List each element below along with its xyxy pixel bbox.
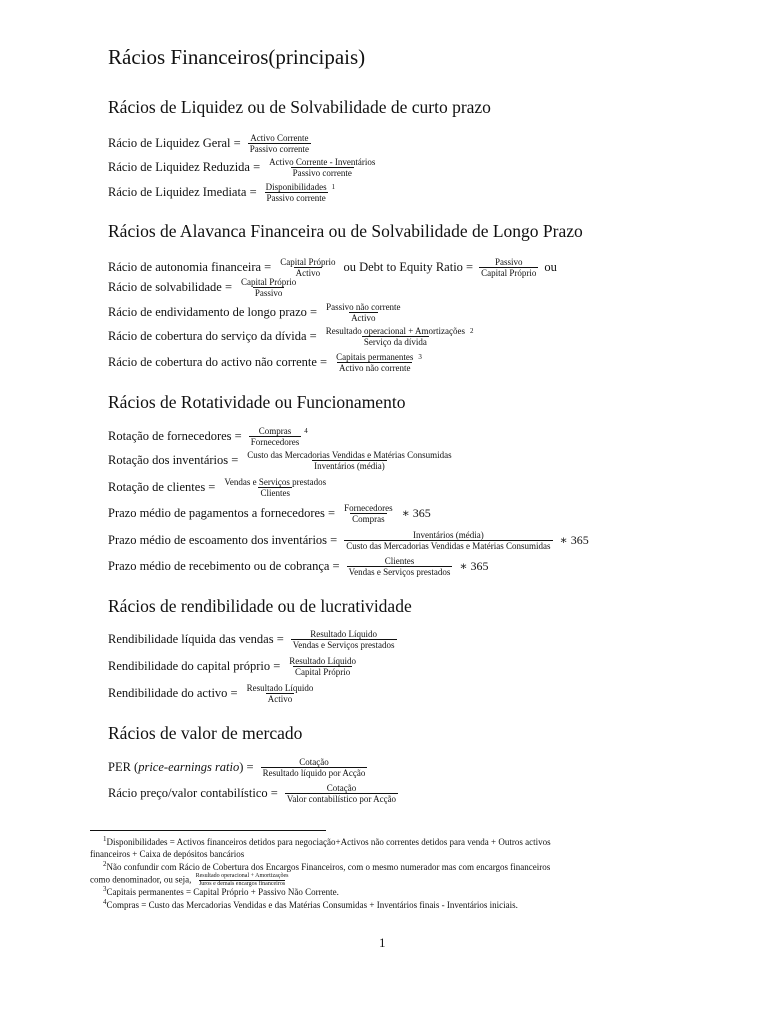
- formula-rendibilidade-vendas: [108, 629, 400, 650]
- multiplier: ∗ 365: [401, 506, 431, 520]
- formula-cobertura-divida: [108, 326, 474, 347]
- formula-label: Rotação de fornecedores =: [108, 429, 242, 443]
- denominator: Activo não corrente: [338, 363, 411, 373]
- denominator: Valor contabilístico por Acção: [286, 794, 397, 804]
- numerator: Capital Próprio: [280, 257, 336, 267]
- numerator: Activo Corrente - Inventários: [269, 157, 376, 167]
- section-heading-mercado: Rácios de valor de mercado: [108, 723, 303, 743]
- numerator: Custo das Mercadorias Vendidas e Matérias Consumidas: [247, 450, 452, 460]
- denominator: Resultado líquido por Acção: [262, 768, 366, 778]
- formula-rotacao-fornecedores: [108, 426, 308, 447]
- numerator: Capital Próprio: [241, 277, 297, 287]
- formula-label: Rácio de Liquidez Imediata =: [108, 185, 257, 199]
- formula-connector: ou Debt to Equity Ratio =: [343, 260, 474, 274]
- footnote-mark: 4: [304, 426, 308, 435]
- denominator: Passivo corrente: [266, 193, 326, 203]
- denominator: Passivo corrente: [292, 168, 352, 178]
- numerator: Clientes: [384, 556, 415, 566]
- fraction: [248, 133, 311, 154]
- formula-rotacao-inventarios: [108, 450, 457, 471]
- formula-label: Prazo médio de escoamento dos inventários =: [108, 533, 338, 547]
- numerator: Inventários (média): [413, 530, 484, 540]
- formula-label: Rácio de cobertura do serviço da dívida =: [108, 329, 317, 343]
- section-heading-rotatividade: Rácios de Rotatividade ou Funcionamento: [108, 392, 406, 412]
- fraction: [239, 277, 298, 298]
- denominator: Custo das Mercadorias Vendidas e Matérias Consumidas: [346, 541, 551, 551]
- fraction: [245, 450, 453, 471]
- footnote-text: como denominador, ou seja,: [90, 874, 192, 885]
- formula-prazo-escoamento: [108, 530, 589, 551]
- numerator: Compras: [258, 426, 292, 436]
- formula-label: Rácio de autonomia financeira =: [108, 260, 272, 274]
- footnote-4: [103, 899, 518, 911]
- footnote-text: Capitais permanentes = Capital Próprio + Passivo Não Corrente.: [106, 887, 339, 897]
- footnote-text: financeiros + Caixa de depósitos bancários: [90, 849, 245, 859]
- footnote-number: 1: [103, 835, 107, 843]
- fraction: [291, 629, 397, 650]
- formula-label: Prazo médio de recebimento ou de cobrança =: [108, 559, 340, 573]
- fraction: [267, 157, 377, 178]
- footnote-3: [103, 886, 339, 898]
- fraction: [342, 503, 394, 524]
- multiplier: ∗ 365: [559, 533, 589, 547]
- formula-label: PER (: [108, 760, 139, 774]
- numerator: Fornecedores: [344, 503, 393, 513]
- formula-prazo-recebimento: [108, 556, 489, 577]
- numerator: Resultado operacional + Amortizações: [195, 873, 289, 879]
- footnote-mark: 3: [418, 352, 422, 361]
- fraction: [324, 302, 402, 323]
- footnote-text: Disponibilidades = Activos financeiros detidos para negociação+Activos não correntes detidos para venda + Outros activos: [106, 837, 551, 847]
- formula-label-italic: price-earnings ratio: [138, 760, 240, 774]
- formula-label: Rácio de Liquidez Geral =: [108, 136, 241, 150]
- formula-endividamento: [108, 302, 406, 323]
- fraction: [347, 556, 453, 577]
- formula-label: Prazo médio de pagamentos a fornecedores =: [108, 506, 336, 520]
- fraction: [344, 530, 552, 551]
- footnote-1: [90, 836, 551, 860]
- denominator: Activo: [351, 313, 376, 323]
- formula-label: Rácio preço/valor contabilístico =: [108, 786, 278, 800]
- formula-label: Rendibilidade líquida das vendas =: [108, 632, 284, 646]
- denominator: Activo: [267, 694, 293, 704]
- formula-liquidez-geral: [108, 133, 314, 154]
- denominator: Activo: [295, 268, 321, 278]
- denominator: Juros e demais encargos financeiros: [198, 881, 286, 887]
- formula-cobertura-activo: [108, 352, 422, 373]
- fraction: [245, 683, 316, 704]
- footnote-rule: [90, 830, 326, 831]
- section-heading-rendibilidade: Rácios de rendibilidade ou de lucratividade: [108, 596, 412, 616]
- formula-rendibilidade-activo: [108, 683, 318, 704]
- formula-connector: ou: [544, 260, 557, 274]
- denominator: Capital Próprio: [295, 667, 351, 677]
- formula-autonomia-financeira: [108, 257, 560, 278]
- formula-label: Rotação dos inventários =: [108, 453, 239, 467]
- fraction: [264, 182, 329, 203]
- denominator: Serviço da dívida: [363, 337, 427, 347]
- denominator: Capital Próprio: [481, 268, 537, 278]
- formula-liquidez-reduzida: [108, 157, 380, 178]
- denominator: Clientes: [260, 488, 290, 498]
- formula-prazo-pagamentos: [108, 503, 431, 524]
- formula-label: ) =: [239, 760, 254, 774]
- formula-label: Rácio de Liquidez Reduzida =: [108, 160, 261, 174]
- denominator: Compras: [352, 514, 385, 524]
- numerator: Resultado Líquido: [289, 656, 357, 666]
- fraction: [261, 757, 368, 778]
- formula-preco-valor: [108, 783, 401, 804]
- numerator: Resultado Líquido: [310, 629, 377, 639]
- fraction: [222, 477, 328, 498]
- footnote-mark: 2: [470, 326, 474, 335]
- footnote-number: 3: [103, 885, 107, 893]
- formula-label: Rácio de endividamento de longo prazo =: [108, 305, 318, 319]
- footnote-mark: 1: [331, 182, 336, 191]
- numerator: Passivo não corrente: [326, 302, 401, 312]
- numerator: Disponibilidades: [265, 182, 327, 192]
- formula-rendibilidade-capital: [108, 656, 361, 677]
- multiplier: ∗ 365: [459, 559, 489, 573]
- formula-label: Rendibilidade do capital próprio =: [108, 659, 281, 673]
- fraction: [479, 257, 538, 278]
- formula-label: Rácio de solvabilidade =: [108, 280, 233, 294]
- footnote-text: Compras = Custo das Mercadorias Vendidas e das Matérias Consumidas + Inventários finais - Inventários iniciais.: [106, 900, 518, 910]
- numerator: Resultado Líquido: [246, 683, 314, 693]
- formula-liquidez-imediata: [108, 182, 335, 203]
- numerator: Activo Corrente: [250, 133, 309, 143]
- fraction: [249, 426, 301, 447]
- footnote-number: 2: [103, 860, 107, 868]
- fraction: [324, 326, 467, 347]
- formula-label: Rotação de clientes =: [108, 480, 216, 494]
- numerator: Cotação: [299, 757, 329, 767]
- denominator: Passivo: [254, 288, 283, 298]
- page-title: Rácios Financeiros(principais): [108, 45, 366, 69]
- formula-label: Rendibilidade do activo =: [108, 686, 238, 700]
- section-heading-liquidez: Rácios de Liquidez ou de Solvabilidade de curto prazo: [108, 97, 491, 117]
- numerator: Capitais permanentes: [336, 352, 414, 362]
- formula-rotacao-clientes: [108, 477, 331, 498]
- formula-solvabilidade: [108, 277, 301, 298]
- footnote-number: 4: [103, 898, 107, 906]
- denominator: Vendas e Serviços prestados: [348, 567, 451, 577]
- formula-per: [108, 757, 370, 778]
- fraction: [334, 352, 415, 373]
- numerator: Cotação: [326, 783, 357, 793]
- formula-label: Rácio de cobertura do activo não corrente =: [108, 355, 328, 369]
- footnote-2: [90, 861, 550, 888]
- fraction: [287, 656, 358, 677]
- section-heading-alavanca: Rácios de Alavanca Financeira ou de Solvabilidade de Longo Prazo: [108, 221, 583, 241]
- denominator: Vendas e Serviços prestados: [292, 640, 395, 650]
- fraction: [285, 783, 398, 804]
- denominator: Passivo corrente: [249, 144, 309, 154]
- fraction: [278, 257, 337, 278]
- page-number: 1: [379, 935, 386, 950]
- footnote-text: Não confundir com Rácio de Cobertura dos Encargos Financeiros, com o mesmo numerador mas com encargos financeiros: [106, 862, 551, 872]
- denominator: Inventários (média): [314, 461, 385, 471]
- numerator: Passivo: [494, 257, 523, 267]
- numerator: Vendas e Serviços prestados: [224, 477, 327, 487]
- numerator: Resultado operacional + Amortizações: [325, 326, 465, 336]
- denominator: Fornecedores: [250, 437, 300, 447]
